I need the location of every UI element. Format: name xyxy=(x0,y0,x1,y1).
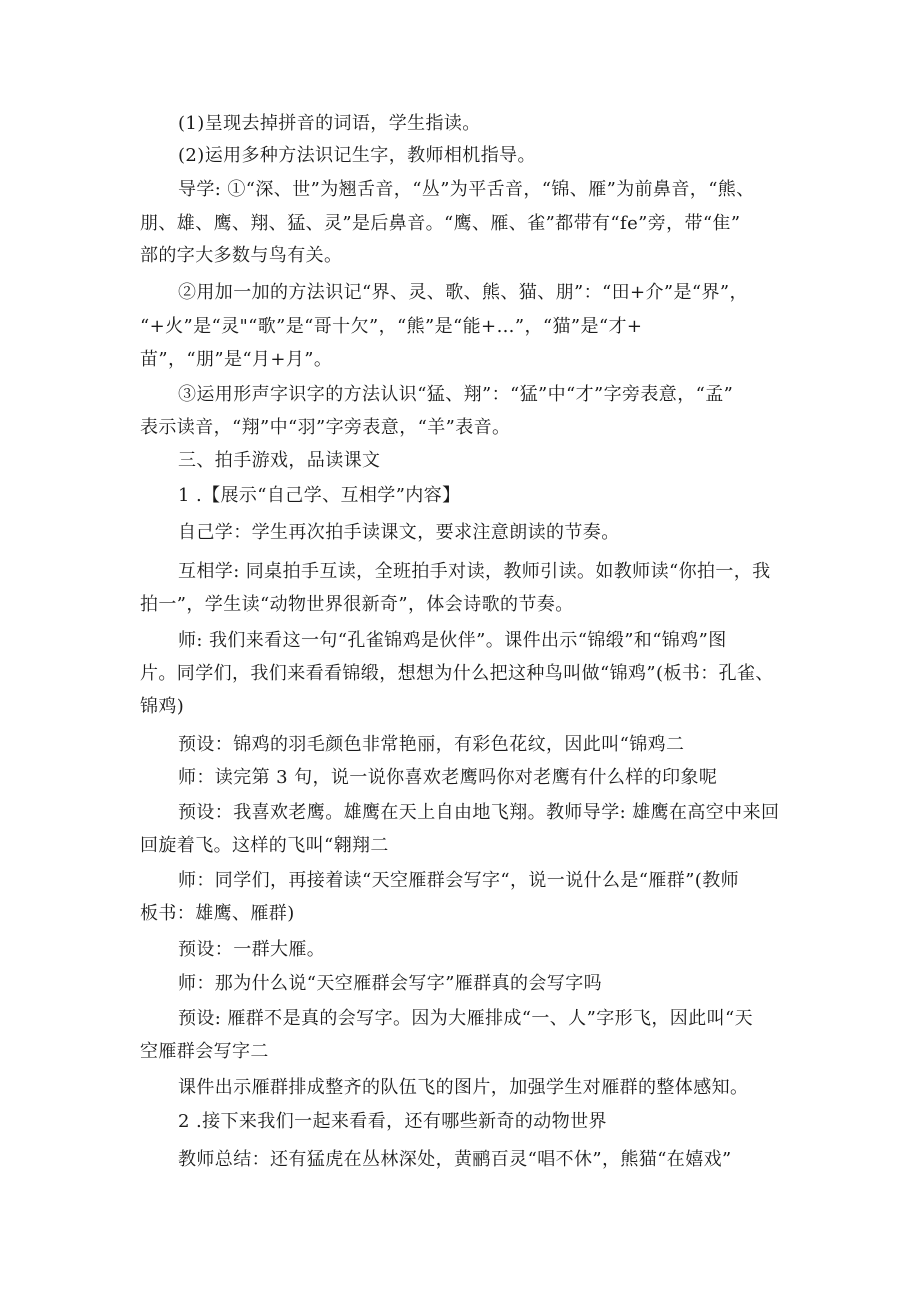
text-line: ②用加一加的方法识记“界、灵、歌、熊、猫、朋”：“田+介”是“界”， xyxy=(178,282,748,303)
text-line: 片。同学们，我们来看看锦缎，想想为什么把这种鸟叫做“锦鸡”(板书：孔雀、 xyxy=(140,663,774,684)
text-line: 苗”，“朋”是“月+月”。 xyxy=(140,349,333,370)
text-line: “+火”是“灵"“歌”是“哥十欠”，“熊”是“能+…”，“猫”是“才+ xyxy=(140,316,643,337)
section-heading: 三、拍手游戏，品读课文 xyxy=(178,450,381,471)
text-line: 表示读音，“翔”中“羽”字旁表意，“羊”表音。 xyxy=(140,417,511,438)
text-line: 师：那为什么说“天空雁群会写字”雁群真的会写字吗 xyxy=(178,973,603,994)
text-line: 自己学：学生再次拍手读课文，要求注意朗读的节奏。 xyxy=(178,522,620,543)
text-line: 互相学: 同桌拍手互读，全班拍手对读，教师引读。如教师读“你拍一，我 xyxy=(178,561,771,582)
text-line: (1)呈现去掉拼音的词语，学生指读。 xyxy=(178,113,481,134)
text-line: 教师总结：还有猛虎在丛林深处，黄鹂百灵“唱不休”，熊猫“在嬉戏” xyxy=(178,1149,732,1170)
text-line: 预设：我喜欢老鹰。雄鹰在天上自由地飞翔。教师导学: 雄鹰在高空中来回 xyxy=(178,802,780,823)
text-line: ③运用形声字识字的方法认识“猛、翔”：“猛”中“才”字旁表意，“孟” xyxy=(178,384,734,405)
text-line: 预设: 雁群不是真的会写字。因为大雁排成“一、人”字形飞，因此叫“天 xyxy=(178,1008,753,1029)
text-line: 1 .【展示“自己学、互相学”内容】 xyxy=(178,485,461,506)
text-line: 锦鸡) xyxy=(140,696,185,717)
text-line: 回旋着飞。这样的飞叫“翱翔二 xyxy=(140,835,389,856)
text-line: 师：读完第 3 句，说一说你喜欢老鹰吗你对老鹰有什么样的印象呢 xyxy=(178,767,718,788)
text-line: 部的字大多数与鸟有关。 xyxy=(140,245,343,266)
text-line: 2 .接下来我们一起来看看，还有哪些新奇的动物世界 xyxy=(178,1111,607,1132)
text-line: 空雁群会写字二 xyxy=(140,1041,269,1062)
text-line: (2)运用多种方法识记生字，教师相机指导。 xyxy=(178,145,536,166)
text-line: 师：同学们，再接着读“天空雁群会写字“，说一说什么是“雁群”(教师 xyxy=(178,870,740,891)
text-line: 导学: ①“深、世”为翘舌音，“丛”为平舌音，“锦、雁”为前鼻音，“熊、 xyxy=(178,179,755,200)
text-line: 预设：一群大雁。 xyxy=(178,939,326,960)
text-line: 师: 我们来看这一句“孔雀锦鸡是伙伴”。课件出示“锦缎”和“锦鸡”图 xyxy=(178,630,727,651)
text-line: 拍一”，学生读“动物世界很新奇”，体会诗歌的节奏。 xyxy=(140,594,574,615)
text-line: 预设：锦鸡的羽毛颜色非常艳丽，有彩色花纹，因此叫“锦鸡二 xyxy=(178,734,685,755)
text-line: 课件出示雁群排成整齐的队伍飞的图片，加强学生对雁群的整体感知。 xyxy=(178,1077,749,1098)
text-line: 板书：雄鹰、雁群) xyxy=(140,903,295,924)
text-line: 朋、雄、鹰、翔、猛、灵”是后鼻音。“鹰、雁、雀”都带有“fe”旁，带“隹” xyxy=(140,213,741,234)
